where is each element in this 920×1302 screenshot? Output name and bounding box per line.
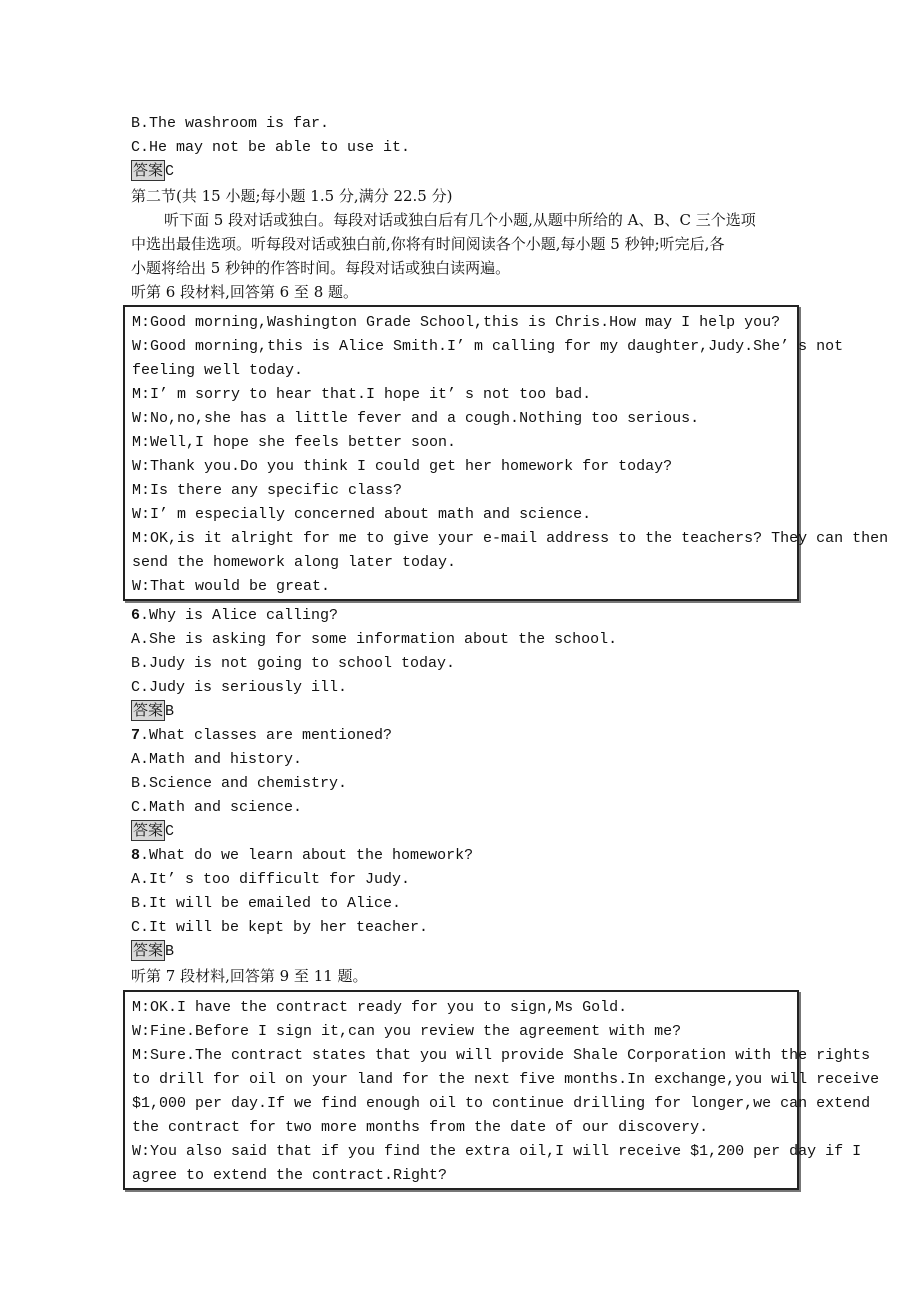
question-number: 7 <box>131 727 141 744</box>
section-heading: 第二节(共 15 小题;每小题 1.5 分,满分 22.5 分) <box>131 187 453 205</box>
transcript-line: send the homework along later today. <box>132 554 457 571</box>
q6-option-a: A.She is asking for some information about the school. <box>131 631 618 648</box>
q6-option-c: C.Judy is seriously ill. <box>131 679 348 696</box>
transcript-line: feeling well today. <box>132 362 304 379</box>
answer-label: 答案 <box>133 821 164 839</box>
transcript-line: W:No,no,she has a little fever and a cough.Nothing too serious. <box>132 410 700 427</box>
q8-option-c: C.It will be kept by her teacher. <box>131 919 429 936</box>
transcript-line: W:Good morning,this is Alice Smith.I’ m calling for my daughter,Judy.She’ s not <box>132 338 844 355</box>
q8-option-b: B.It will be emailed to Alice. <box>131 895 402 912</box>
instruction-line-1: 听下面 5 段对话或独白。每段对话或独白后有几个小题,从题中所给的 A、B、C 三个选项 <box>164 211 756 229</box>
material-7-transcript-box <box>123 990 880 1190</box>
answer-value: C <box>165 823 175 840</box>
q8-answer <box>131 940 174 964</box>
question-text: .Why is Alice calling? <box>140 607 339 624</box>
question-number: 6 <box>131 607 141 624</box>
transcript-line: M:Is there any specific class? <box>132 482 403 499</box>
transcript-line: the contract for two more months from the date of our discovery. <box>132 1119 709 1136</box>
answer-label: 答案 <box>133 161 164 179</box>
transcript-line: W:I’ m especially concerned about math and science. <box>132 506 592 523</box>
question-8 <box>131 844 473 868</box>
transcript-line: W:That would be great. <box>132 578 331 595</box>
transcript-line: W:You also said that if you find the extra oil,I will receive $1,200 per day if I <box>132 1143 862 1160</box>
q6-option-b: B.Judy is not going to school today. <box>131 655 456 672</box>
transcript-line: $1,000 per day.If we find enough oil to continue drilling for longer,we can extend <box>132 1095 871 1112</box>
answer-label: 答案 <box>133 701 164 719</box>
q5-answer <box>131 160 174 184</box>
material-7-intro: 听第 7 段材料,回答第 9 至 11 题。 <box>131 967 368 985</box>
transcript-line: agree to extend the contract.Right? <box>132 1167 448 1184</box>
q7-option-c: C.Math and science. <box>131 799 303 816</box>
q7-answer <box>131 820 174 844</box>
instruction-line-3: 小题将给出 5 秒钟的作答时间。每段对话或独白读两遍。 <box>131 259 511 277</box>
transcript-line: W:Thank you.Do you think I could get her homework for today? <box>132 458 673 475</box>
transcript-line: M:Well,I hope she feels better soon. <box>132 434 457 451</box>
q5-option-b: B.The washroom is far. <box>131 115 330 132</box>
q7-option-a: A.Math and history. <box>131 751 303 768</box>
transcript-line: M:I’ m sorry to hear that.I hope it’ s not too bad. <box>132 386 592 403</box>
transcript-line: W:Fine.Before I sign it,can you review the agreement with me? <box>132 1023 682 1040</box>
q7-option-b: B.Science and chemistry. <box>131 775 348 792</box>
answer-label: 答案 <box>133 941 164 959</box>
question-6 <box>131 604 338 628</box>
q5-option-c: C.He may not be able to use it. <box>131 139 411 156</box>
answer-value: B <box>165 943 175 960</box>
q8-option-a: A.It’ s too difficult for Judy. <box>131 871 411 888</box>
question-7 <box>131 724 392 748</box>
transcript-line: to drill for oil on your land for the next five months.In exchange,you will receive <box>132 1071 880 1088</box>
question-text: .What do we learn about the homework? <box>140 847 474 864</box>
material-6-transcript-box <box>123 305 889 601</box>
material-6-intro: 听第 6 段材料,回答第 6 至 8 题。 <box>131 283 359 301</box>
transcript-line: M:Good morning,Washington Grade School,this is Chris.How may I help you? <box>132 314 781 331</box>
transcript-line: M:OK,is it alright for me to give your e-mail address to the teachers? They can then <box>132 530 889 547</box>
answer-value: C <box>165 163 175 180</box>
q6-answer <box>131 700 174 724</box>
question-text: .What classes are mentioned? <box>140 727 393 744</box>
instruction-line-2: 中选出最佳选项。听每段对话或独白前,你将有时间阅读各个小题,每小题 5 秒钟;听完后,各 <box>131 235 725 253</box>
question-number: 8 <box>131 847 141 864</box>
transcript-line: M:Sure.The contract states that you will provide Shale Corporation with the rights <box>132 1047 871 1064</box>
answer-value: B <box>165 703 175 720</box>
transcript-line: M:OK.I have the contract ready for you to sign,Ms Gold. <box>132 999 628 1016</box>
